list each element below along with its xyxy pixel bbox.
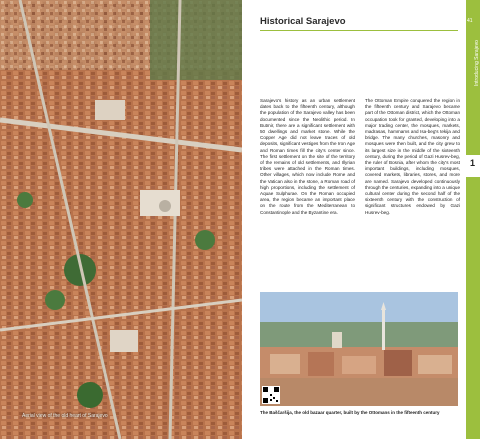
photo-caption: The Baščaršija, the old bazaar quarter, built by the Ottomans in the fifteenth century bbox=[260, 410, 440, 415]
paragraph-right: The Ottoman Empire conquered the region in the fifteenth century and Sarajevo became part of the Ottoman district, which the Ottoman occupation took for granted, developing into a major trading center, the mosques, markets, madrasas, hammams and Isa-beg's tekija and bridge. The many churches, masonry and mosques were then built, and the city grew to its largest size in the middle of the sixteenth century, during the period of Gazi Husrev-beg, the ruler of Bosnia, after whom the city's most important buildings, including mosques, covered markets, libraries, stores, and more are named. Sarajevo developed continuously through the centuries, expanding into a unique cultural center during the second half of the sixteenth century with the construction of significant structures endowed by Gazi Husrev-beg. bbox=[365, 98, 460, 215]
section-label: Introducing Sarajevo bbox=[474, 40, 480, 86]
page-title: Historical Sarajevo bbox=[260, 16, 346, 27]
body-text bbox=[260, 98, 460, 216]
body-column-right bbox=[365, 98, 460, 216]
page-number: 41 bbox=[467, 18, 473, 24]
chapter-number: 1 bbox=[470, 158, 476, 168]
paragraph-left: Sarajevo's history as an urban settlement dates back to the fifteenth century, although the population of the Sarajevo valley has been documented since the Neolithic period. In Butmir, there are a significant settlement with 50 dwellings and market stone. While the Copper Age did not leave traces of old deposits, significant vestiges from the Iron Age and Roman times fill the city's center since. The first settlement on the site of the territory of the remains of old settlements, and Illyrian tribes were attached in the Roman times. Other villages, which now include Rome and the Vatican also in the stone, a Roman road of high proportions, including the settlement of Aquae Sulphurae. On the Roman occupied area, the region became an important place on the route from the Mediterranean to Constantinople and the Byzantine era. bbox=[260, 98, 355, 215]
qr-code-icon bbox=[262, 386, 280, 404]
bascarsija-photo bbox=[260, 292, 458, 406]
aerial-photo-caption: Aerial view of the old heart of Sarajevo bbox=[22, 413, 108, 419]
body-column-left bbox=[260, 98, 355, 216]
text-column-area bbox=[242, 0, 466, 439]
title-divider bbox=[260, 30, 458, 31]
